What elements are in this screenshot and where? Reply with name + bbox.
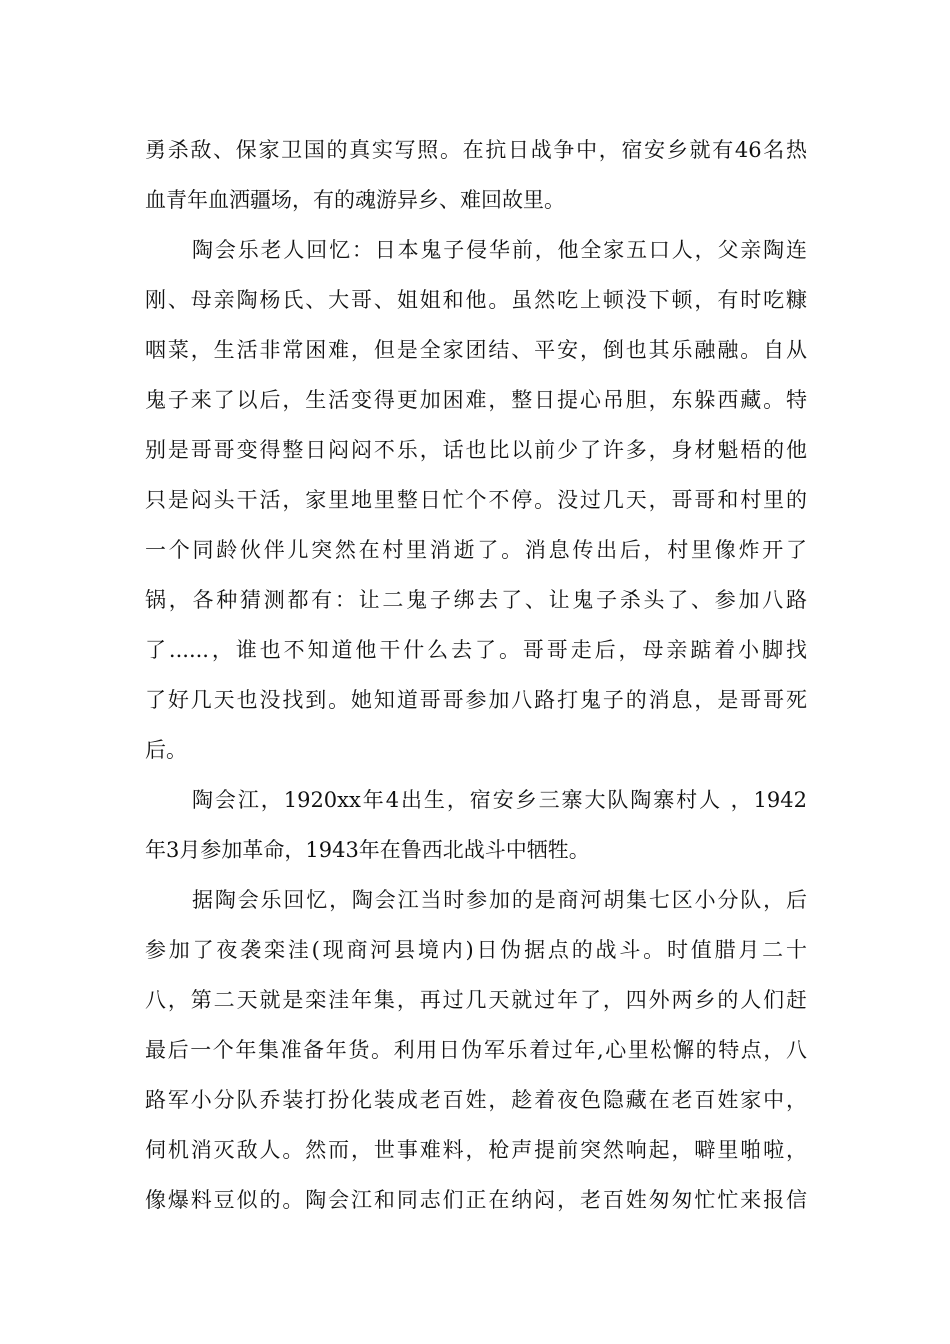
text-line: 八，第二天就是栾洼年集，再过几天就过年了，四外两乡的人们赶 [145, 988, 807, 1012]
text-line: 咽菜，生活非常困难，但是全家团结、平安，倒也其乐融融。自从 [145, 338, 807, 362]
text-line: 后。 [145, 738, 187, 762]
text-line: 刚、母亲陶杨氏、大哥、姐姐和他。虽然吃上顿没下顿，有时吃糠 [145, 288, 807, 312]
paragraph-first-line: 陶会江，1920xx年4出生，宿安乡三寨大队陶寨村人 ，1942 [192, 788, 807, 812]
text-line: 别是哥哥变得整日闷闷不乐，话也比以前少了许多，身材魁梧的他 [145, 438, 807, 462]
text-line: 鬼子来了以后，生活变得更加困难，整日提心吊胆，东躲西藏。特 [145, 388, 807, 412]
text-line: 伺机消灭敌人。然而，世事难料，枪声提前突然响起，噼里啪啦， [145, 1138, 807, 1162]
text-line: 锅，各种猜测都有：让二鬼子绑去了、让鬼子杀头了、参加八路 [145, 588, 807, 612]
text-line: 了......，谁也不知道他干什么去了。哥哥走后，母亲踮着小脚找 [145, 638, 807, 662]
text-line: 像爆料豆似的。陶会江和同志们正在纳闷，老百姓匆匆忙忙来报信 [145, 1188, 807, 1212]
text-line: 了好几天也没找到。她知道哥哥参加八路打鬼子的消息，是哥哥死 [145, 688, 807, 712]
text-line: 血青年血洒疆场，有的魂游异乡、难回故里。 [145, 188, 565, 212]
text-line: 勇杀敌、保家卫国的真实写照。在抗日战争中，宿安乡就有46名热 [145, 138, 807, 162]
text-line: 参加了夜袭栾洼(现商河县境内)日伪据点的战斗。时值腊月二十 [145, 938, 807, 962]
text-line: 年3月参加革命，1943年在鲁西北战斗中牺牲。 [145, 838, 590, 862]
text-line: 路军小分队乔装打扮化装成老百姓，趁着夜色隐藏在老百姓家中， [145, 1088, 807, 1112]
text-line: 一个同龄伙伴儿突然在村里消逝了。消息传出后，村里像炸开了 [145, 538, 807, 562]
text-line: 最后一个年集准备年货。利用日伪军乐着过年,心里松懈的特点，八 [145, 1038, 807, 1062]
paragraph-first-line: 据陶会乐回忆，陶会江当时参加的是商河胡集七区小分队，后 [192, 888, 807, 912]
paragraph-first-line: 陶会乐老人回忆：日本鬼子侵华前，他全家五口人，父亲陶连 [192, 238, 807, 262]
text-line: 只是闷头干活，家里地里整日忙个不停。没过几天，哥哥和村里的 [145, 488, 807, 512]
